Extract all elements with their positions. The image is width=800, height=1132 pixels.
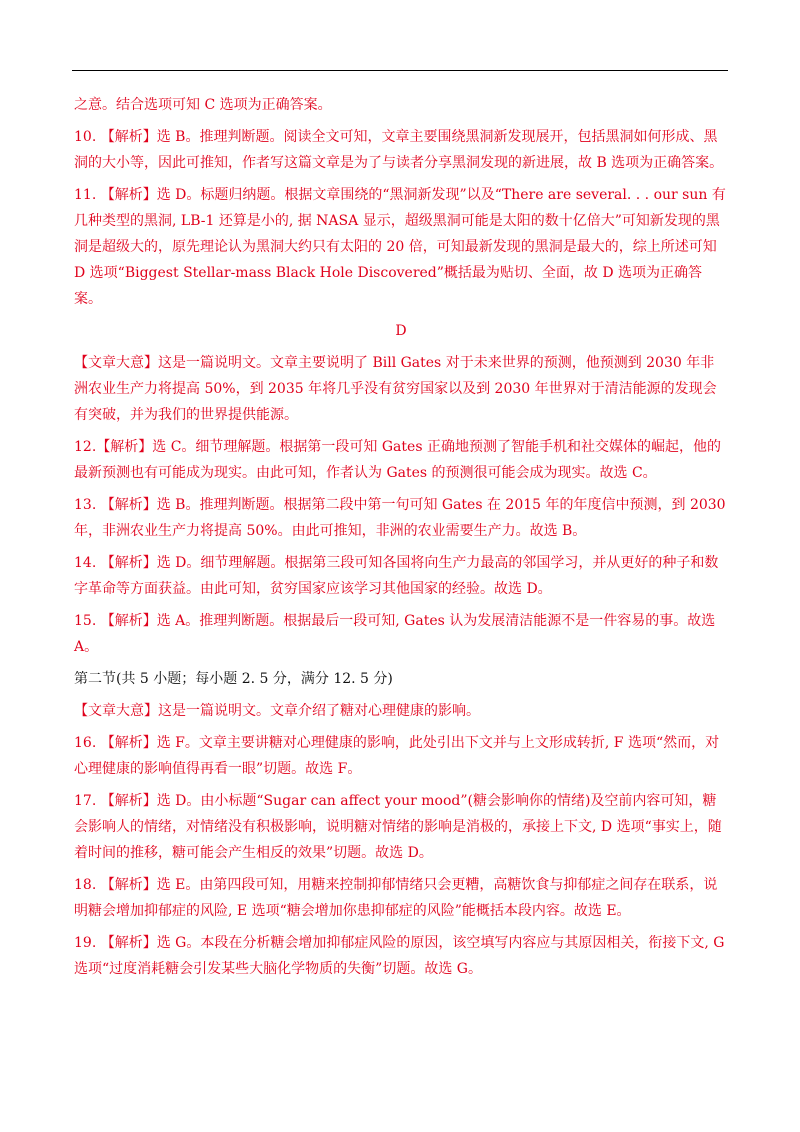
passage-d-summary: 【文章大意】这是一篇说明文。文章主要说明了 Bill Gates 对于未来世界的预测，他预测到 2030 年非洲农业生产力将提高 50%，到 2035 年将几乎没有贫穷国家以及到 2030 年世界对于清洁能源的发现会有突破，并为我们的世界提供能源。 bbox=[74, 355, 717, 423]
passage-d-heading: D bbox=[395, 323, 407, 339]
section-two-summary: 【文章大意】这是一篇说明文。文章介绍了糖对心理健康的影响。 bbox=[74, 703, 480, 719]
header-rule bbox=[72, 70, 728, 71]
answer-11: 11. 【解析】选 D。标题归纳题。根据文章围绕的“黑洞新发现”以及“There are several. . . our sun 有几种类型的黑洞, LB-1 还算是小的, 据 NASA 显示，超级黑洞可能是太阳的数十亿倍大”可知新发现的黑洞是超级大的，原先理论认为黑洞大约只有太阳的 20 倍，可知最新发现的黑洞是最大的，综上所述可知 D 选项“Biggest Stellar-mass Black Hole Discovered”概括最为贴切、全面，故 D 选项为正确答案。 bbox=[74, 187, 726, 307]
document-body bbox=[74, 92, 728, 988]
answer-17: 17. 【解析】选 D。由小标题“Sugar can affect your mood”(糖会影响你的情绪)及空前内容可知，糖会影响人的情绪，对情绪没有积极影响，说明糖对情绪的影响是消极的，承接上下文, D 选项“事实上，随着时间的推移，糖可能会产生相反的效果”切题。故选 D。 bbox=[74, 793, 722, 861]
answer-19: 19. 【解析】选 G。本段在分析糖会增加抑郁症风险的原因，该空填写内容应与其原因相关，衔接下文, G 选项“过度消耗糖会引发某些大脑化学物质的失衡”切题。故选 G。 bbox=[74, 935, 725, 977]
answer-10: 10. 【解析】选 B。推理判断题。阅读全文可知，文章主要围绕黑洞新发现展开，包括黑洞如何形成、黑洞的大小等，因此可推知，作者写这篇文章是为了与读者分享黑洞发现的新进展，故 B 选项为正确答案。 bbox=[74, 129, 724, 171]
answer-12: 12.【解析】选 C。细节理解题。根据第一段可知 Gates 正确地预测了智能手机和社交媒体的崛起，他的最新预测也有可能成为现实。由此可知，作者认为 Gates 的预测很可能会成为现实。故选 C。 bbox=[74, 439, 721, 481]
answer-16: 16. 【解析】选 F。文章主要讲糖对心理健康的影响，此处引出下文并与上文形成转折, F 选项“然而，对心理健康的影响值得再看一眼”切题。故选 F。 bbox=[74, 735, 720, 777]
paragraph-9-tail: 之意。结合选项可知 C 选项为正确答案。 bbox=[74, 97, 332, 113]
answer-18: 18. 【解析】选 E。由第四段可知，用糖来控制抑郁情绪只会更糟，高糖饮食与抑郁症之间存在联系，说明糖会增加抑郁症的风险, E 选项“糖会增加你患抑郁症的风险”能概括本段内容。故选 E。 bbox=[74, 877, 718, 919]
answer-15: 15. 【解析】选 A。推理判断题。根据最后一段可知, Gates 认为发展清洁能源不是一件容易的事。故选 A。 bbox=[74, 613, 716, 655]
answer-13: 13. 【解析】选 B。推理判断题。根据第二段中第一句可知 Gates 在 2015 年的年度信中预测，到 2030 年，非洲农业生产力将提高 50%。由此可推知，非洲的农业需要生产力。故选 B。 bbox=[74, 497, 726, 539]
section-two-heading: 第二节(共 5 小题；每小题 2. 5 分，满分 12. 5 分) bbox=[74, 671, 393, 687]
answer-14: 14. 【解析】选 D。细节理解题。根据第三段可知各国将向生产力最高的邻国学习，并从更好的种子和数字革命等方面获益。由此可知，贫穷国家应该学习其他国家的经验。故选 D。 bbox=[74, 555, 719, 597]
